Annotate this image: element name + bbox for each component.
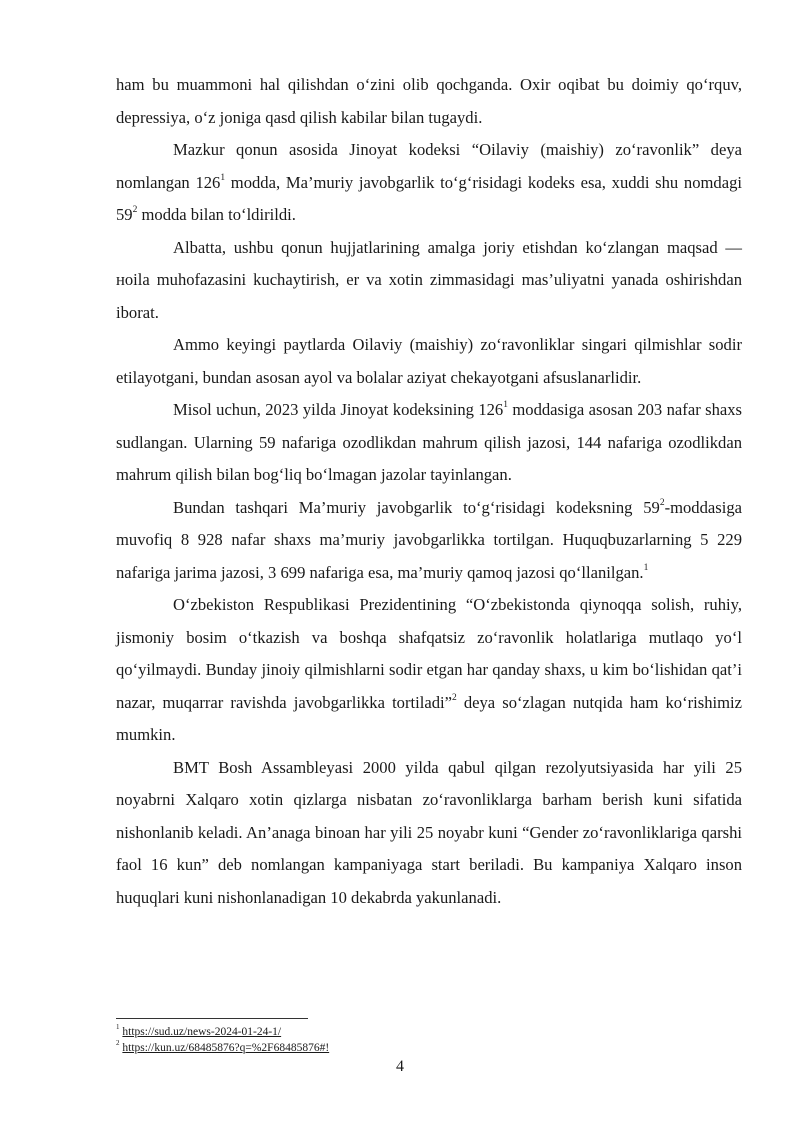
body-text <box>116 69 742 914</box>
paragraph-text: Mazkur qonun asosida Jinoyat kodeksi “Oilaviy (maishiy) zo‘ravonlik” deya nomlangan 126 <box>116 140 742 192</box>
footnote-separator <box>116 1018 308 1019</box>
footnote-reference: 2 <box>451 692 457 703</box>
paragraph <box>116 492 742 590</box>
paragraph <box>116 589 742 752</box>
footnote-reference: 1 <box>220 172 226 183</box>
paragraph-text: O‘zbekiston Respublikasi Prezidentining “O‘zbekistonda qiynoqqa solish, ruhiy, jismoniy bosim o‘tkazish va boshqa shafqatsiz zo‘ravonlik holatlariga mutlaqo yo‘l qo‘yilmaydi. Bunday jinoiy qilmishlarni sodir etgan har qanday shaxs, u kim bo‘lishidan qat’i nazar, muqarrar ravishda javobgarlikka tortiladi” <box>116 595 742 712</box>
footnote-reference: 2 <box>659 497 665 508</box>
paragraph-text: moddasiga asosan 203 nafar shaxs sudlangan. Ularning 59 nafariga ozodlikdan mahrum qilish jazosi, 144 nafariga ozodlikdan mahrum qilish bilan bog‘liq bo‘lmagan jazolar tayinlangan. <box>116 400 743 484</box>
footnote-mark: 1 <box>116 1023 120 1032</box>
footnote-reference: 1 <box>503 400 508 411</box>
paragraph-text: ham bu muammoni hal qilishdan o‘zini olib qochganda. Oxir oqibat bu doimiy qo‘rquv, depressiya, o‘z joniga qasd qilish kabilar bilan tugaydi. <box>116 75 742 127</box>
paragraph-text: Albatta, ushbu qonun hujjatlarining amalga joriy etishdan ko‘zlangan maqsad — нoila muhofazasini kuchaytirish, er va xotin zimmasidagi mas’uliyatni yanada oshirishdan iborat. <box>116 237 742 322</box>
paragraph-text: -moddasiga muvofiq 8 928 nafar shaxs ma’muriy javobgarlikka tortilgan. Huquqbuzarlarning 5 229 nafariga jarima jazosi, 3 699 nafariga esa, ma’muriy qamoq jazosi qo‘llanilgan. <box>116 497 742 582</box>
paragraph <box>116 134 742 232</box>
paragraph-text: Bundan tashqari Ma’muriy javobgarlik to‘g‘risidagi kodeksning 59 <box>173 497 660 517</box>
footnote-link[interactable]: https://sud.uz/news-2024-01-24-1/ <box>122 1026 282 1038</box>
paragraph <box>116 69 742 134</box>
footnote-reference: 1 <box>643 562 649 573</box>
paragraph-text: modda, Ma’muriy javobgarlik to‘g‘risidagi kodeks esa, xuddi shu nomdagi 59 <box>116 172 742 224</box>
paragraph <box>116 394 742 492</box>
paragraph-text: deya so‘zlagan nutqida ham ko‘rishimiz mumkin. <box>116 692 742 744</box>
paragraph-text: Ammo keyingi paytlarda Oilaviy (maishiy) zo‘ravonliklar singari qilmishlar sodir etilayotgani, bundan asosan ayol va bolalar aziyat chekayotgani afsuslanarlidir. <box>116 335 742 387</box>
paragraph <box>116 329 742 394</box>
footnote-link[interactable]: https://kun.uz/68485876?q=%2F68485876#! <box>122 1042 330 1054</box>
paragraph <box>116 752 742 915</box>
footnote-mark: 2 <box>116 1039 120 1048</box>
paragraph-text: BMT Bosh Assambleyasi 2000 yilda qabul qilgan rezolyutsiyasida har yili 25 noyabrni Xalqaro xotin qizlarga nisbatan zo‘ravonliklarga barham berish kuni sifatida nishonlanib keladi. An’anaga binoan har yili 25 noyabr kuni “Gender zo‘ravonliklariga qarshi faol 16 kun” deb nomlangan kampaniyaga start beriladi. Bu kampaniya Xalqaro inson huquqlari kuni nishonlanadigan 10 dekabrda yakunlanadi. <box>116 757 742 907</box>
paragraph-text: Misol uchun, 2023 yilda Jinoyat kodeksining 126 <box>173 400 504 419</box>
paragraph <box>116 232 742 330</box>
footnote-reference: 2 <box>132 205 138 216</box>
footnote <box>116 1024 742 1040</box>
paragraph-text: modda bilan to‘ldirildi. <box>137 205 296 224</box>
page-number: 4 <box>396 1058 404 1075</box>
footnotes <box>116 1024 742 1056</box>
footnote <box>116 1040 742 1056</box>
